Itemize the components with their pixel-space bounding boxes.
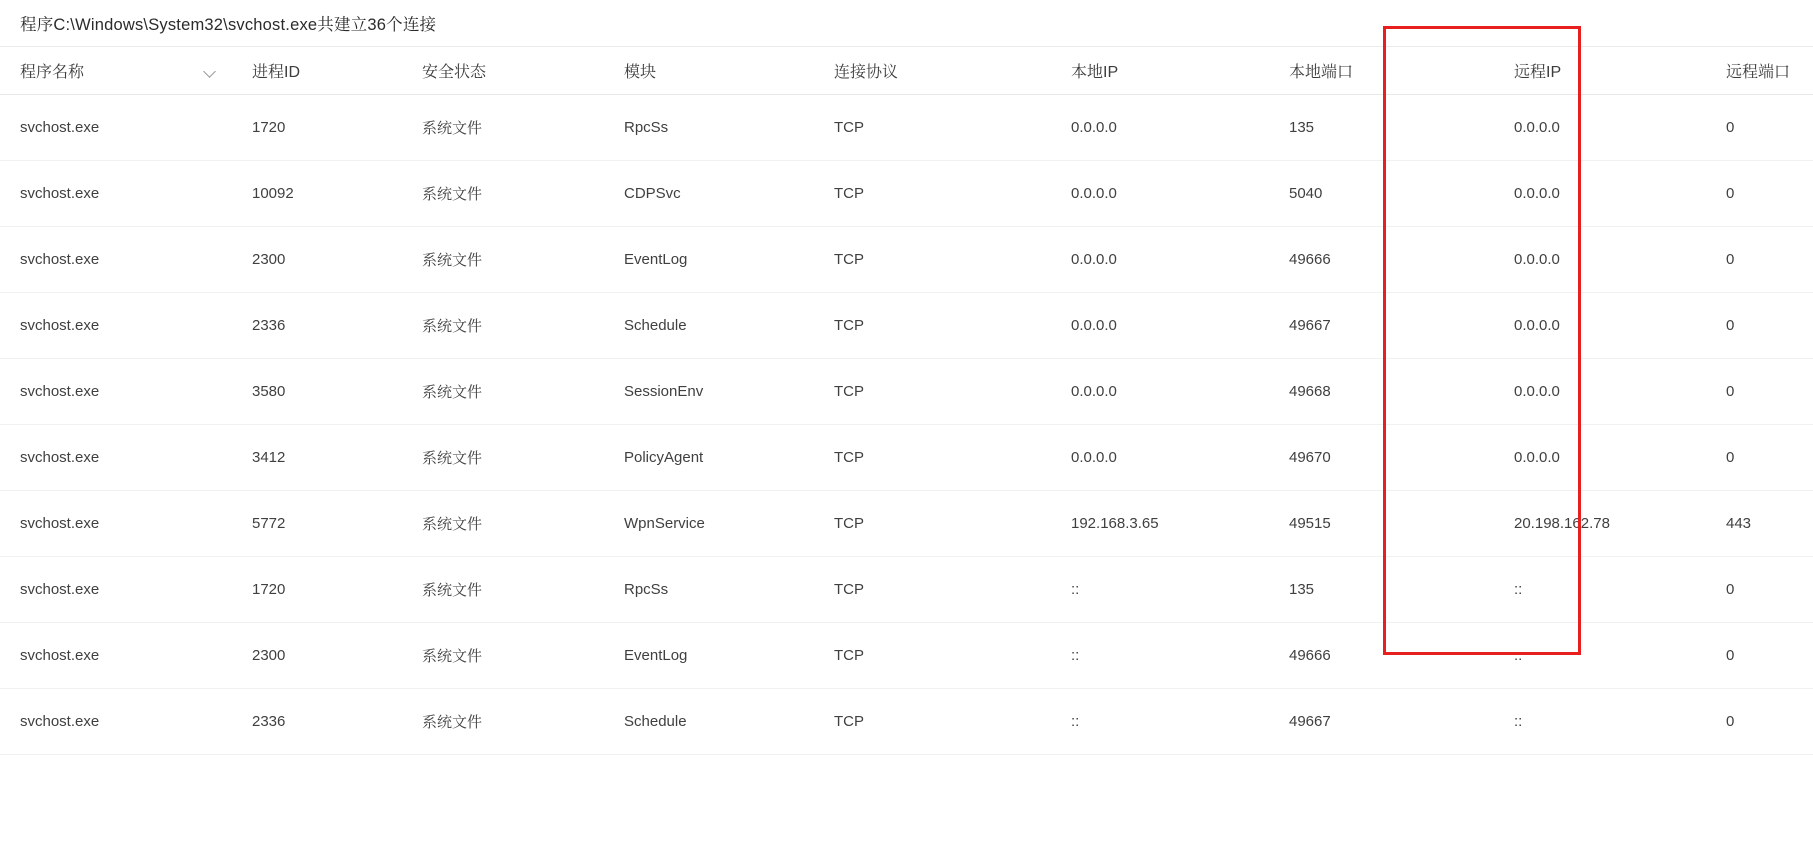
cell-security-status: 系统文件 [402,557,604,623]
cell-protocol: TCP [814,491,1051,557]
cell-remote-ip: 20.198.162.78 [1494,491,1706,557]
table-row[interactable] [0,359,1813,425]
cell-pid: 10092 [232,161,402,227]
cell-remote-ip: 0.0.0.0 [1494,293,1706,359]
cell-remote-port: 0 [1706,557,1813,623]
cell-protocol: TCP [814,557,1051,623]
chevron-down-icon[interactable] [204,64,218,78]
cell-local-port: 49666 [1269,227,1494,293]
cell-pid: 2336 [232,689,402,755]
summary-title-bar [0,0,1813,46]
cell-remote-port: 0 [1706,689,1813,755]
cell-program-name: svchost.exe [0,293,232,359]
table-header [0,47,1813,95]
cell-remote-ip: 0.0.0.0 [1494,425,1706,491]
connections-table [0,46,1813,755]
cell-remote-port: 0 [1706,623,1813,689]
table-body [0,95,1813,755]
cell-module: PolicyAgent [604,425,814,491]
cell-local-port: 49666 [1269,623,1494,689]
cell-module: RpcSs [604,557,814,623]
cell-remote-ip: :: [1494,557,1706,623]
cell-security-status: 系统文件 [402,95,604,161]
table-row[interactable] [0,425,1813,491]
cell-local-port: 135 [1269,557,1494,623]
cell-program-name: svchost.exe [0,227,232,293]
cell-local-port: 49667 [1269,293,1494,359]
cell-protocol: TCP [814,623,1051,689]
table-row[interactable] [0,293,1813,359]
cell-program-name: svchost.exe [0,359,232,425]
column-header-label: 模块 [624,64,657,81]
cell-local-ip: 0.0.0.0 [1051,161,1269,227]
cell-remote-port: 0 [1706,425,1813,491]
table-row[interactable] [0,689,1813,755]
cell-local-ip: 0.0.0.0 [1051,359,1269,425]
cell-security-status: 系统文件 [402,161,604,227]
column-header-label: 安全状态 [422,64,487,81]
column-header-pid[interactable] [232,47,402,95]
cell-pid: 1720 [232,95,402,161]
cell-security-status: 系统文件 [402,293,604,359]
cell-local-port: 135 [1269,95,1494,161]
cell-remote-ip: 0.0.0.0 [1494,95,1706,161]
column-header-label: 连接协议 [834,64,899,81]
column-header-label: 本地端口 [1289,64,1354,81]
cell-module: RpcSs [604,95,814,161]
cell-program-name: svchost.exe [0,95,232,161]
column-header-remote-port[interactable] [1706,47,1813,95]
cell-local-ip: 0.0.0.0 [1051,293,1269,359]
cell-local-ip: :: [1051,689,1269,755]
cell-module: Schedule [604,689,814,755]
cell-local-port: 49667 [1269,689,1494,755]
column-header-label: 远程IP [1514,64,1562,81]
cell-module: CDPSvc [604,161,814,227]
table-row[interactable] [0,227,1813,293]
cell-remote-ip: 0.0.0.0 [1494,161,1706,227]
cell-pid: 5772 [232,491,402,557]
cell-protocol: TCP [814,227,1051,293]
cell-remote-port: 0 [1706,161,1813,227]
cell-module: WpnService [604,491,814,557]
cell-security-status: 系统文件 [402,359,604,425]
column-header-label: 程序名称 [20,64,85,81]
cell-pid: 2300 [232,623,402,689]
table-scroll-area[interactable] [0,46,1813,845]
column-header-local-port[interactable] [1269,47,1494,95]
cell-module: Schedule [604,293,814,359]
cell-module: EventLog [604,623,814,689]
table-header-row [0,47,1813,95]
cell-security-status: 系统文件 [402,689,604,755]
cell-pid: 3580 [232,359,402,425]
column-header-label: 本地IP [1071,64,1119,81]
cell-remote-port: 0 [1706,359,1813,425]
cell-remote-ip: 0.0.0.0 [1494,359,1706,425]
cell-protocol: TCP [814,359,1051,425]
cell-security-status: 系统文件 [402,425,604,491]
cell-remote-port: 0 [1706,95,1813,161]
table-row[interactable] [0,491,1813,557]
cell-module: SessionEnv [604,359,814,425]
cell-program-name: svchost.exe [0,557,232,623]
cell-protocol: TCP [814,293,1051,359]
cell-pid: 3412 [232,425,402,491]
cell-protocol: TCP [814,95,1051,161]
cell-local-port: 49670 [1269,425,1494,491]
cell-pid: 2336 [232,293,402,359]
cell-remote-ip: :: [1494,689,1706,755]
cell-security-status: 系统文件 [402,623,604,689]
table-row[interactable] [0,95,1813,161]
cell-remote-ip: 0.0.0.0 [1494,227,1706,293]
cell-local-port: 5040 [1269,161,1494,227]
cell-pid: 1720 [232,557,402,623]
cell-program-name: svchost.exe [0,623,232,689]
page-title: 程序C:\Windows\System32\svchost.exe共建立36个连接 [20,16,437,34]
cell-local-port: 49515 [1269,491,1494,557]
cell-pid: 2300 [232,227,402,293]
cell-local-ip: 0.0.0.0 [1051,227,1269,293]
column-header-security-status[interactable] [402,47,604,95]
cell-program-name: svchost.exe [0,689,232,755]
cell-local-ip: 192.168.3.65 [1051,491,1269,557]
table-row[interactable] [0,557,1813,623]
cell-local-ip: 0.0.0.0 [1051,425,1269,491]
cell-module: EventLog [604,227,814,293]
cell-local-ip: 0.0.0.0 [1051,95,1269,161]
column-header-label: 远程端口 [1726,64,1791,81]
cell-security-status: 系统文件 [402,227,604,293]
cell-protocol: TCP [814,161,1051,227]
cell-remote-port: 0 [1706,293,1813,359]
cell-local-ip: :: [1051,623,1269,689]
cell-remote-ip: :: [1494,623,1706,689]
table-row[interactable] [0,161,1813,227]
cell-protocol: TCP [814,689,1051,755]
column-header-remote-ip[interactable] [1494,47,1706,95]
cell-local-ip: :: [1051,557,1269,623]
cell-local-port: 49668 [1269,359,1494,425]
column-header-label: 进程ID [252,64,301,81]
cell-remote-port: 0 [1706,227,1813,293]
cell-program-name: svchost.exe [0,161,232,227]
cell-remote-port: 443 [1706,491,1813,557]
column-header-module[interactable] [604,47,814,95]
cell-protocol: TCP [814,425,1051,491]
cell-security-status: 系统文件 [402,491,604,557]
column-header-local-ip[interactable] [1051,47,1269,95]
cell-program-name: svchost.exe [0,491,232,557]
cell-program-name: svchost.exe [0,425,232,491]
column-header-protocol[interactable] [814,47,1051,95]
table-row[interactable] [0,623,1813,689]
column-header-program-name[interactable] [0,47,232,95]
